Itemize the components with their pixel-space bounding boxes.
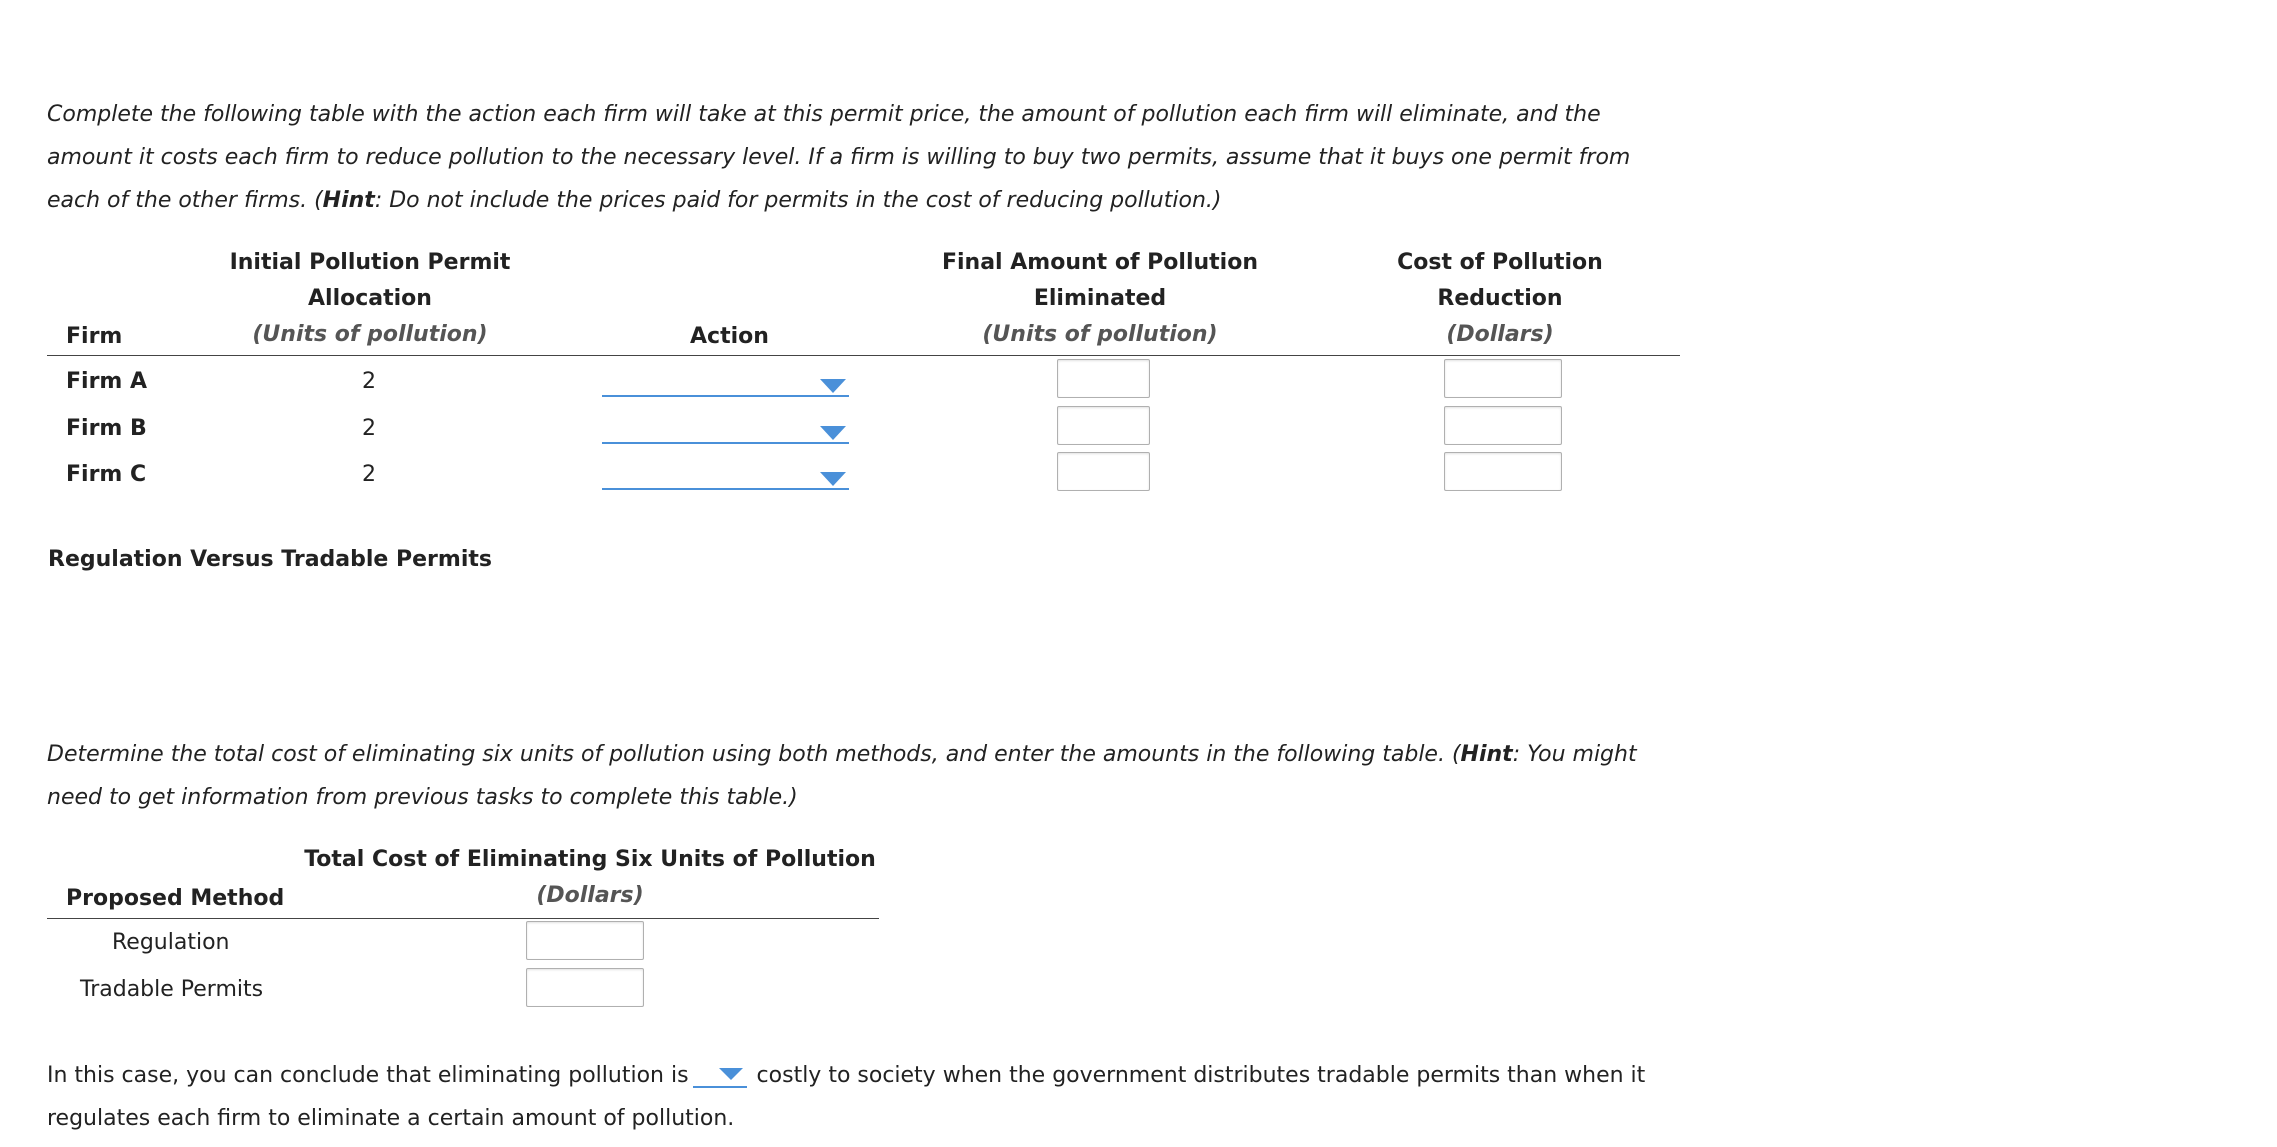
chevron-down-icon: [820, 426, 846, 440]
conclusion-dropdown[interactable]: [693, 1060, 747, 1088]
row-firm-c-eliminated-input[interactable]: [1057, 452, 1150, 491]
header-action: Action: [690, 324, 769, 349]
header-total-cost: Total Cost of Eliminating Six Units of Pollution (Dollars): [304, 847, 876, 908]
table2-header-rule: [47, 918, 879, 919]
row-firm-b-label: Firm B: [66, 416, 147, 441]
row-firm-c-allocation: 2: [362, 462, 376, 487]
row-firm-b-eliminated-input[interactable]: [1057, 406, 1150, 445]
table1-header-rule: [47, 355, 1680, 356]
header-proposed-method: Proposed Method: [66, 886, 285, 911]
chevron-down-icon: [719, 1068, 743, 1080]
conclusion-paragraph: In this case, you can conclude that eliminating pollution is costly to society when the government distributes tradable permits than when it regulates each firm to eliminate a certain amount of pollution.: [47, 1054, 1707, 1140]
header-firm: Firm: [66, 324, 123, 349]
row-firm-a-action-dropdown[interactable]: [602, 365, 849, 397]
row-firm-b-cost-input[interactable]: [1444, 406, 1562, 445]
chevron-down-icon: [820, 379, 846, 393]
hint-label: Hint: [1460, 742, 1513, 767]
row-regulation-label: Regulation: [112, 930, 230, 955]
intro-paragraph: Complete the following table with the action each firm will take at this permit price, the amount of pollution each firm will eliminate, and the amount it costs each firm to reduce pollution to the necessary level. If a firm is willing to buy two permits, assume that it buys one permit from each of the other firms. (Hint: Do not include the prices paid for permits in the cost of reducing pollution.): [47, 102, 1631, 213]
section-title: Regulation Versus Tradable Permits: [48, 547, 492, 572]
row-firm-c-cost-input[interactable]: [1444, 452, 1562, 491]
row-firm-a-eliminated-input[interactable]: [1057, 359, 1150, 398]
row-firm-a-label: Firm A: [66, 369, 148, 394]
header-allocation: Initial Pollution Permit Allocation (Units of pollution): [229, 250, 511, 347]
row-regulation-total-input[interactable]: [526, 921, 644, 960]
row-firm-c-label: Firm C: [66, 462, 147, 487]
row-tradable-permits-label: Tradable Permits: [80, 977, 264, 1002]
row-firm-b-allocation: 2: [362, 416, 376, 441]
row-firm-b-action-dropdown[interactable]: [602, 412, 849, 444]
row-firm-a-cost-input[interactable]: [1444, 359, 1562, 398]
header-eliminated: Final Amount of Pollution Eliminated (Units of pollution): [941, 250, 1258, 347]
row-firm-c-action-dropdown[interactable]: [602, 458, 849, 490]
instruction-paragraph: Determine the total cost of eliminating six units of pollution using both methods, and enter the amounts in the following table. (Hint: You might need to get information from previous tasks to complete this table.): [47, 742, 1637, 810]
header-cost: Cost of Pollution Reduction (Dollars): [1397, 250, 1603, 347]
chevron-down-icon: [820, 472, 846, 486]
row-tradable-permits-total-input[interactable]: [526, 968, 644, 1007]
hint-label: Hint: [322, 188, 375, 213]
row-firm-a-allocation: 2: [362, 369, 376, 394]
